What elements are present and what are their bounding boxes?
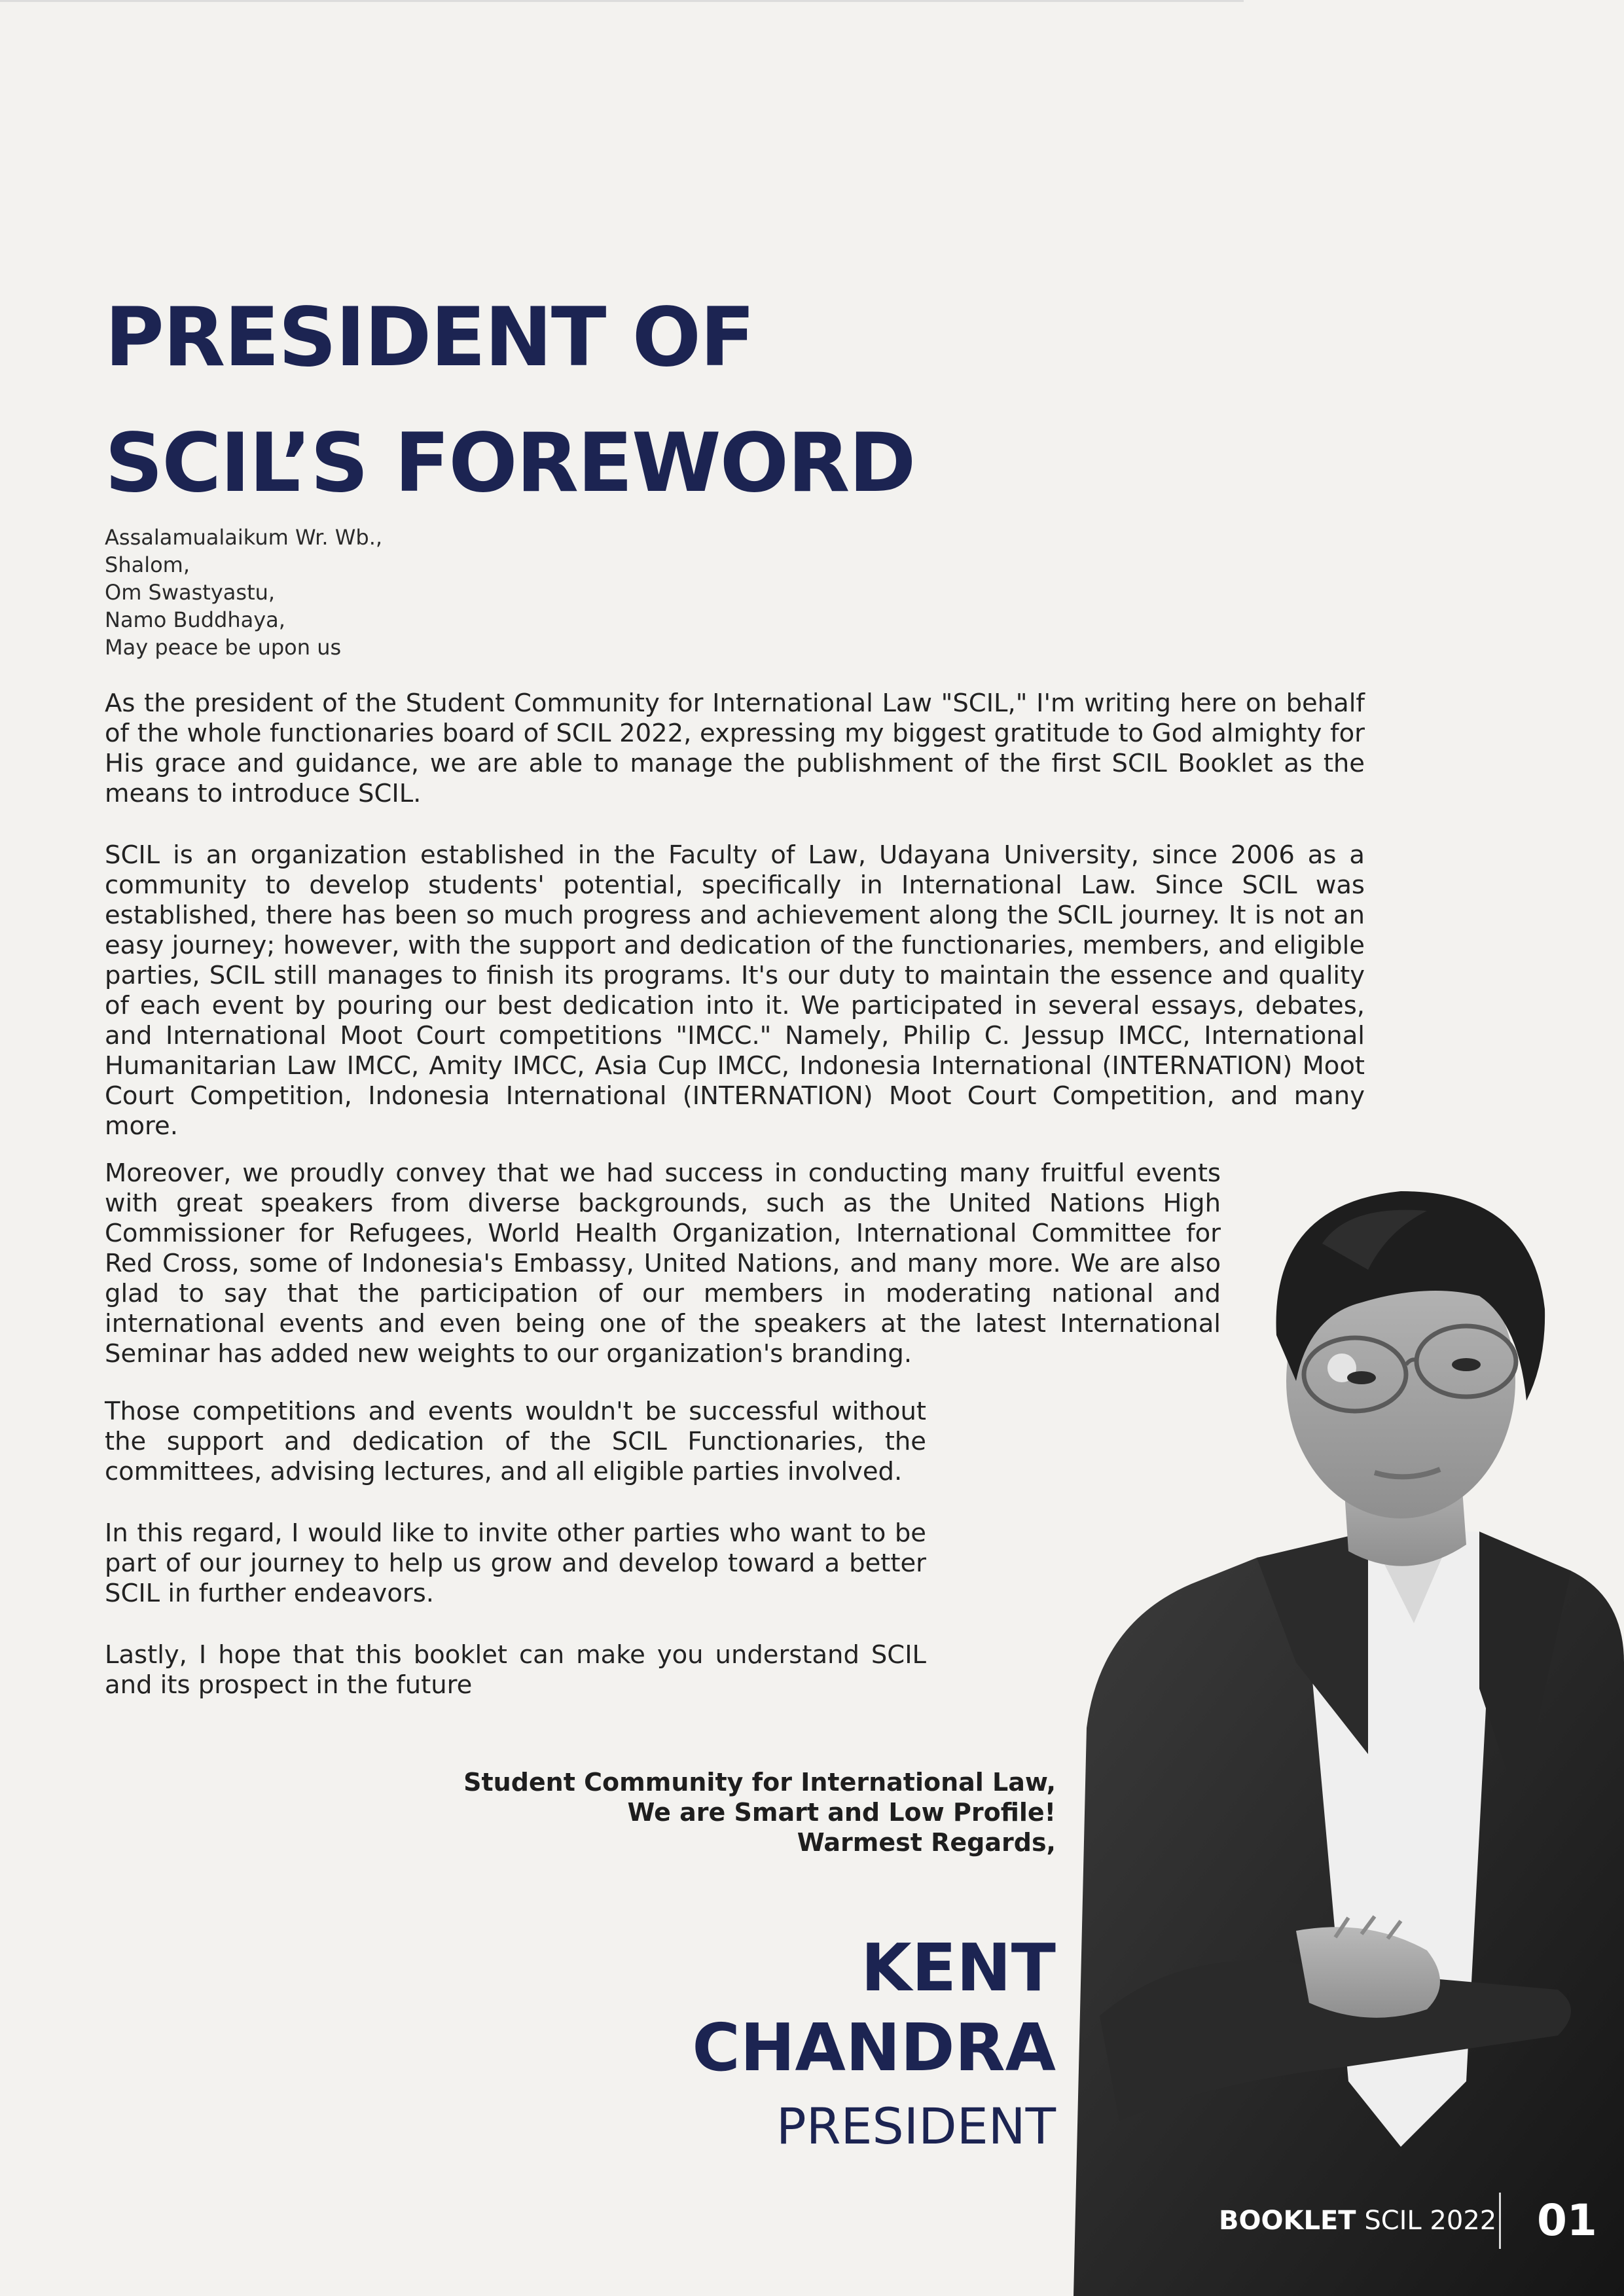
paragraph-thanks: Those competitions and events wouldn't be successful without the support and dedication of the SCIL Functionaries, the committees, advising lectures, and all eligible parties involved. [105, 1397, 926, 1486]
signature-last-name: CHANDRA [692, 2009, 1056, 2086]
greeting-line: Om Swastyastu, [105, 580, 276, 605]
title-line-1: PRESIDENT OF [105, 291, 754, 385]
greeting-line: Assalamualaikum Wr. Wb., [105, 525, 383, 550]
top-divider [0, 0, 1244, 2]
greetings-block [105, 524, 382, 661]
closing-line: Warmest Regards, [797, 1828, 1056, 1857]
closing-line: We are Smart and Low Profile! [627, 1798, 1056, 1827]
title-line-2: SCIL’S FOREWORD [105, 416, 915, 511]
paragraph-about-scil: SCIL is an organization established in the Faculty of Law, Udayana University, since 2006 as a community to develop students' potential, specifically in International Law. Since SCIL was established, there has been so much progress and achievement along the SCIL journey. It is not an easy journey; however, with the support and dedication of the functionaries, members, and eligible parties, SCIL still manages to finish its programs. It's our duty to maintain the essence and quality of each event by pouring our best dedication into it. We participated in several essays, debates, and International Moot Court competitions "IMCC." Namely, Philip C. Jessup IMCC, International Humanitarian Law IMCC, Amity IMCC, Asia Cup IMCC, Indonesia International (INTERNATION) Moot Court Competition, Indonesia International (INTERNATION) Moot Court Competition, and many more. [105, 840, 1365, 1141]
paragraph-events: Moreover, we proudly convey that we had success in conducting many fruitful events with great speakers from diverse backgrounds, such as the United Nations High Commissioner for Refugees, World Health Organization, International Committee for Red Cross, some of Indonesia's Embassy, United Nations, and many more. We are also glad to say that the participation of our members in moderating national and international events and even being one of the speakers at the latest International Seminar has added new weights to our organization's branding. [105, 1158, 1221, 1369]
closing-line: Student Community for International Law, [463, 1768, 1056, 1797]
footer-divider [1499, 2193, 1501, 2249]
president-portrait-image [1060, 1165, 1624, 2296]
greeting-line: May peace be upon us [105, 635, 342, 660]
closing-block [463, 1767, 1056, 1857]
greeting-line: Shalom, [105, 552, 190, 577]
signature-role: PRESIDENT [776, 2097, 1056, 2155]
page-title [105, 275, 914, 526]
footer-booklet-rest: SCIL 2022 [1364, 2206, 1497, 2236]
footer-booklet-bold: BOOKLET [1219, 2206, 1356, 2236]
footer-booklet-label [1219, 2204, 1496, 2237]
paragraph-intro: As the president of the Student Community for International Law "SCIL," I'm writing here on behalf of the whole functionaries board of SCIL 2022, expressing my biggest gratitude to God almighty for His grace and guidance, we are able to manage the publishment of the first SCIL Booklet as the means to introduce SCIL. [105, 689, 1365, 808]
greeting-line: Namo Buddhaya, [105, 607, 285, 632]
signature-name [692, 1928, 1056, 2088]
paragraph-invitation: In this regard, I would like to invite other parties who want to be part of our journey to help us grow and develop toward a better SCIL in further endeavors. [105, 1518, 926, 1608]
page-number: 01 [1537, 2195, 1597, 2246]
paragraph-hope: Lastly, I hope that this booklet can make you understand SCIL and its prospect in the future [105, 1640, 926, 1700]
signature-first-name: KENT [861, 1929, 1056, 2006]
